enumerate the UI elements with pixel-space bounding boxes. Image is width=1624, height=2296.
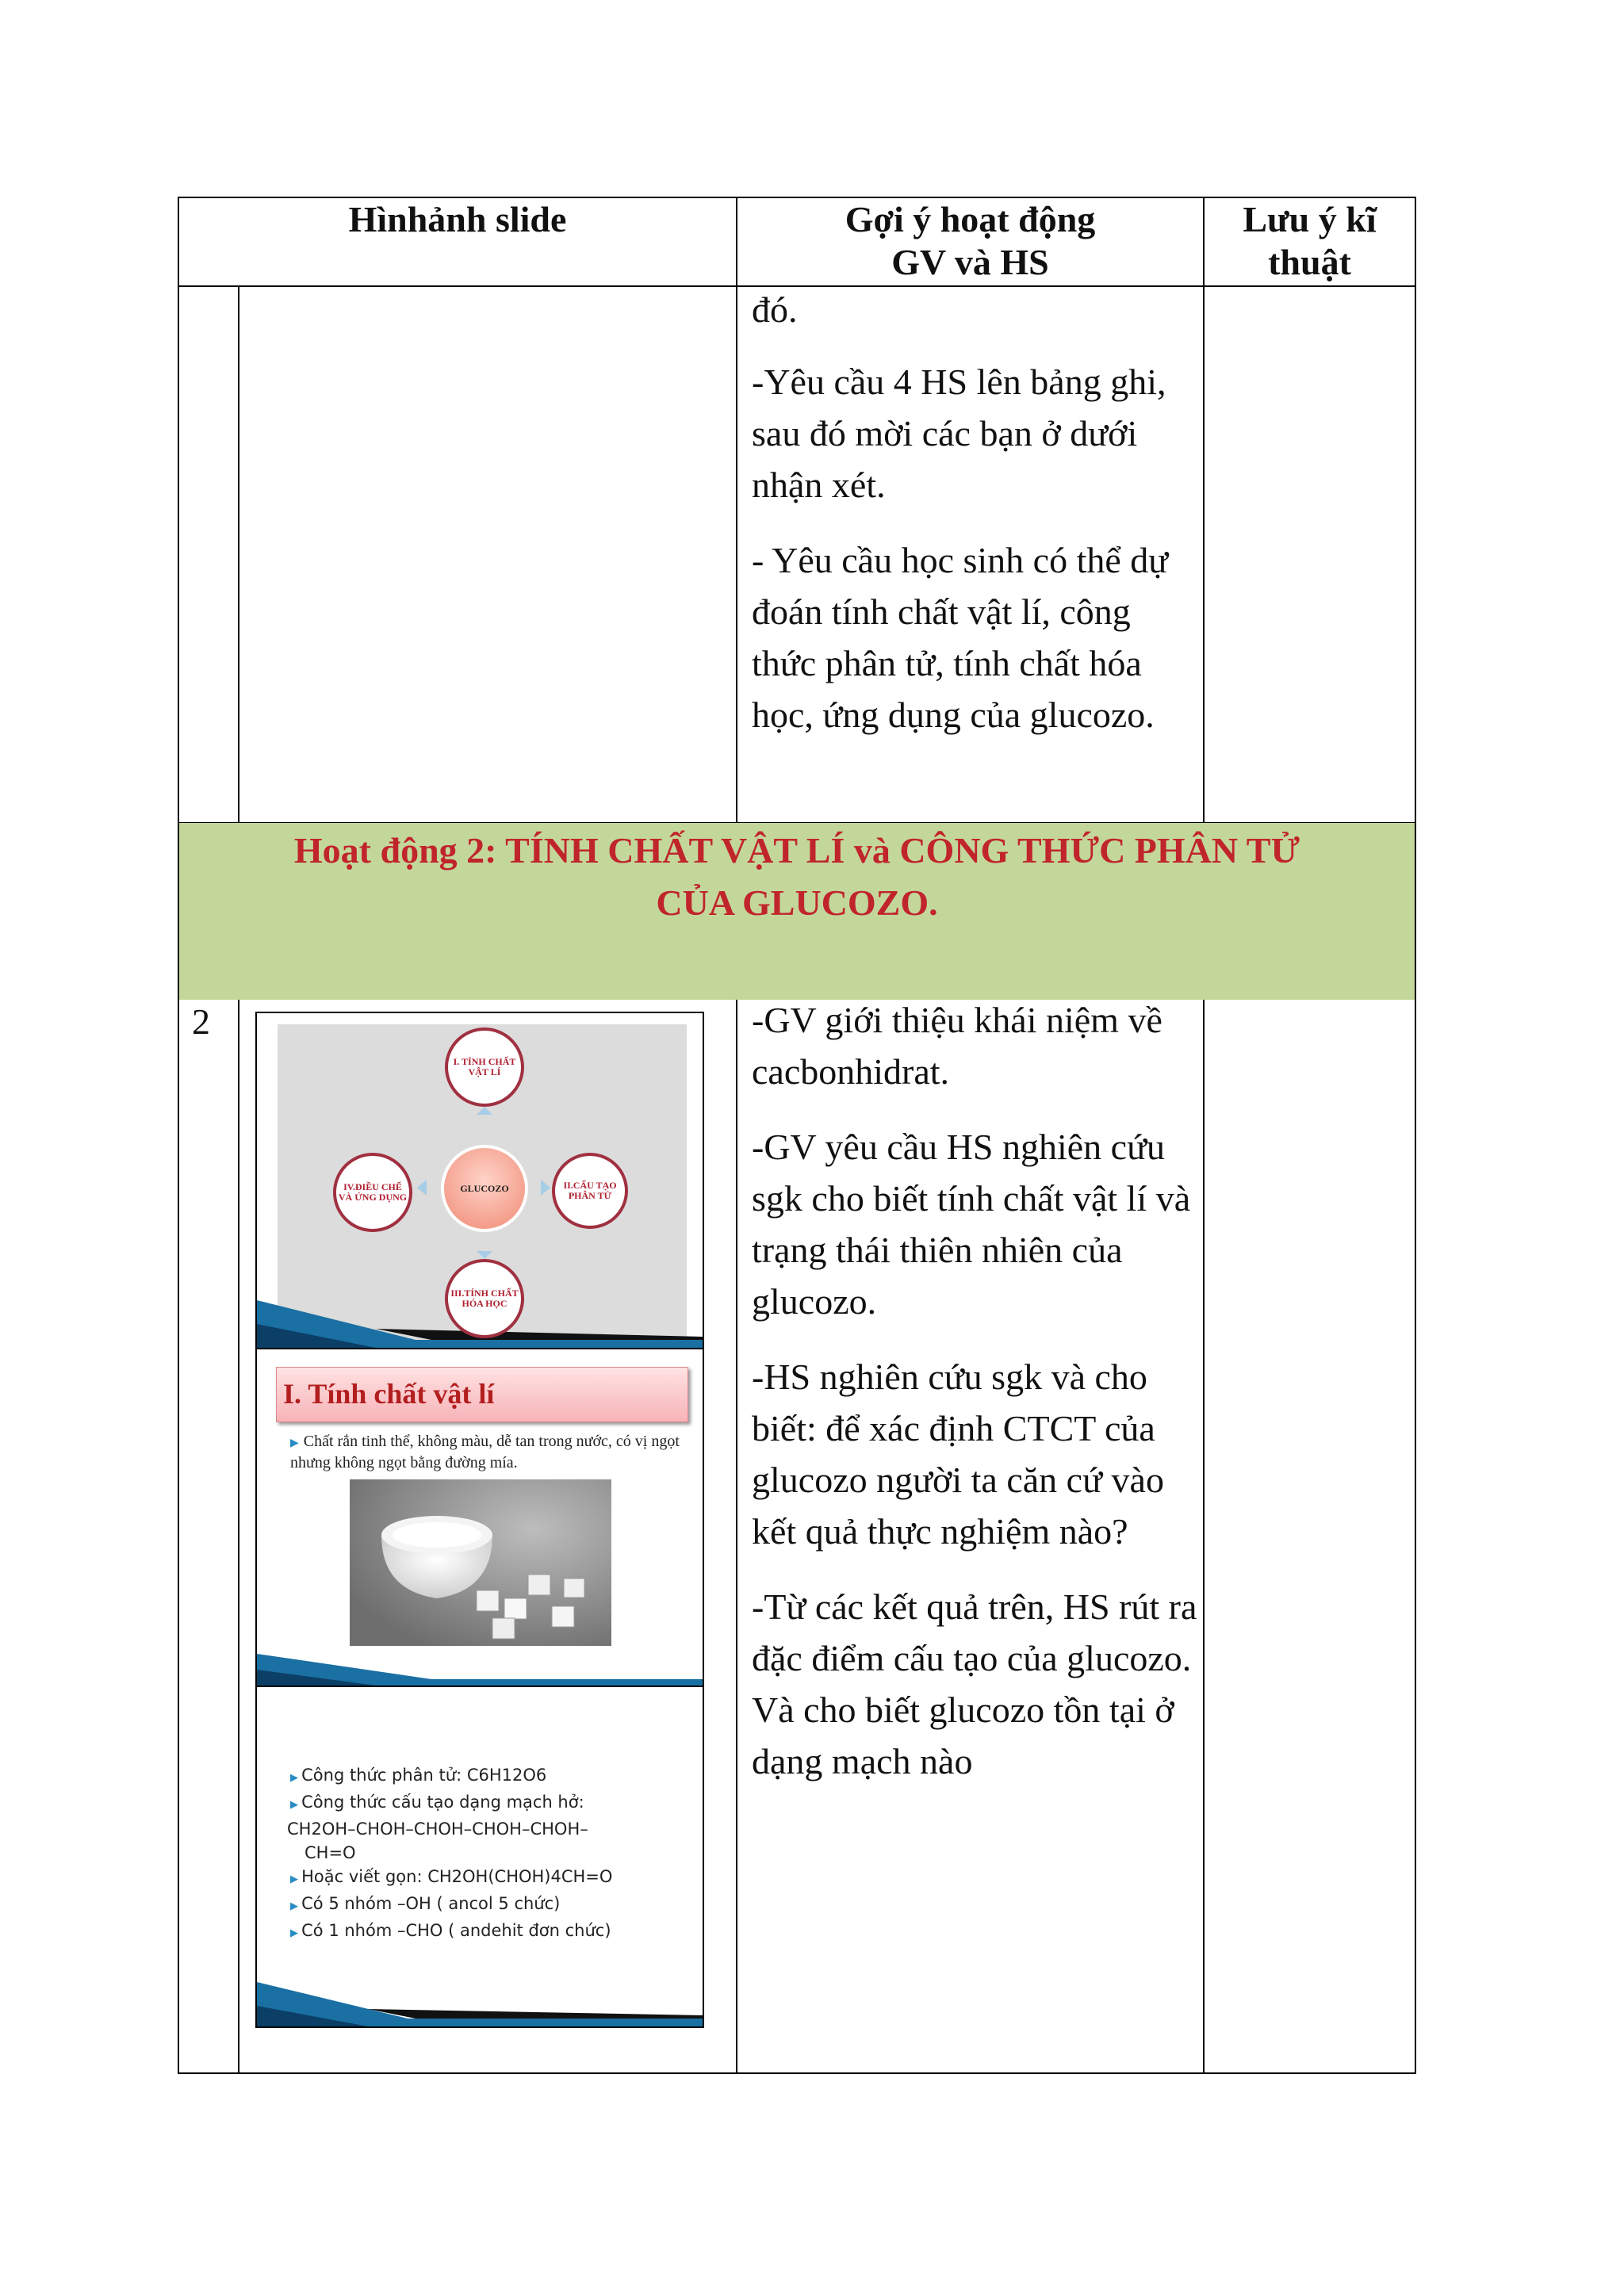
slide-2-bullet-text: Chất rắn tinh thể, không màu, dễ tan trong nước, có vị ngọt nhưng không ngọt bằng đường mía. (290, 1433, 680, 1471)
header-activity-line2: GV và HS (891, 242, 1049, 282)
slide-3-bullet-text: Hoặc viết gọn: CH2OH(CHOH)4CH=O (301, 1867, 613, 1886)
header-activity (737, 198, 1203, 284)
slide-1-mindmap (257, 1013, 703, 1349)
slide-3-bullet (290, 1892, 687, 1919)
activity-paragraph: -GV giới thiệu khái niệm về cacbonhidrat. (752, 1000, 1162, 1092)
mindmap-node-top: I. TÍNH CHẤT VẬT LÍ (445, 1027, 524, 1107)
slide-2-bullet (290, 1432, 687, 1472)
activity-paragraph: - Yêu cầu học sinh có thể dự đoán tính chất vật lí, công thức phân tử, tính chất hóa học, ứng dụng của glucozo. (752, 540, 1169, 735)
slide-3-bullet-text: Công thức phân tử: C6H12O6 (301, 1766, 547, 1785)
section-banner-title (179, 825, 1415, 929)
slide-3-bullet-text: Có 1 nhóm –CHO ( andehit đơn chức) (301, 1921, 611, 1940)
slide-3-bullet (290, 1865, 687, 1892)
activity-paragraph: đó. (752, 289, 798, 330)
col-divider-slide-row2 (736, 1000, 737, 2074)
section-banner (178, 823, 1416, 1000)
col-divider-slide (736, 197, 737, 823)
slide-3-formula-line2: CH=O (304, 1843, 356, 1862)
row-number: 2 (192, 1001, 210, 1042)
slide-3-formula (257, 1687, 703, 2026)
slide-3-bottom-swoosh (257, 1971, 703, 2026)
continued-row-activity (752, 284, 1196, 764)
slide-2-physical-properties (257, 1349, 703, 1687)
slide-2-title-box (276, 1367, 688, 1422)
slide-2-bottom-swoosh (257, 1638, 703, 1686)
col-divider-notes (1203, 197, 1205, 823)
slide-3-formula-line1: CH2OH–CHOH–CHOH–CHOH–CHOH– (287, 1820, 588, 1839)
sugar-photo (350, 1479, 611, 1646)
slide-3-bullets (287, 1763, 687, 1946)
bullet-icon: ▶ (290, 1437, 299, 1449)
bullet-icon: ▶ (290, 1772, 302, 1784)
header-slide-image-text: Hìnhảnh slide (348, 199, 567, 239)
header-notes-line2: thuật (1268, 242, 1351, 282)
mindmap-node-center: GLUCOZO (441, 1145, 528, 1232)
col-divider-notes-row2 (1203, 1000, 1205, 2074)
activity-paragraph: -GV yêu cầu HS nghiên cứu sgk cho biết tính chất vật lí và trạng thái thiên nhiên của glucozo. (752, 1127, 1191, 1322)
activity-paragraph: -Yêu cầu 4 HS lên bảng ghi, sau đó mời các bạn ở dưới nhận xét. (752, 362, 1166, 505)
header-notes-line1: Lưu ý kĩ (1243, 199, 1377, 239)
slide-2-title: I. Tính chất vật lí (283, 1378, 495, 1410)
slide-3-bullet-text: Có 5 nhóm –OH ( ancol 5 chức) (301, 1894, 561, 1913)
section-banner-line2: CỦA GLUCOZO. (656, 882, 938, 923)
mindmap-node-bottom: III.TÍNH CHẤT HÓA HỌC (445, 1259, 524, 1338)
header-activity-line1: Gợi ý hoạt động (845, 199, 1096, 239)
activity-paragraph: -HS nghiên cứu sgk và cho biết: để xác định CTCT của glucozo người ta căn cứ vào kết quả thực nghiệm nào? (752, 1357, 1164, 1552)
bullet-icon: ▶ (290, 1927, 302, 1939)
activity-paragraph: -Từ các kết quả trên, HS rút ra đặc điểm cấu tạo của glucozo. Và cho biết glucozo tồn tại ở dạng mạch nào (752, 1586, 1197, 1781)
slide-3-bullet (290, 1790, 687, 1817)
slide-3-bullet (290, 1919, 687, 1946)
section-banner-line1: Hoạt động 2: TÍNH CHẤT VẬT LÍ và CÔNG THỨC PHÂN TỬ (293, 830, 1300, 871)
col-divider-number-row2 (238, 1000, 239, 2074)
mindmap-node-left: IV.ĐIỀU CHẾ VÀ ỨNG DỤNG (333, 1153, 412, 1232)
slide-3-bullet (290, 1763, 687, 1790)
col-divider-number (238, 287, 239, 823)
header-notes (1205, 198, 1415, 284)
header-slide-image (179, 198, 736, 241)
bullet-icon: ▶ (290, 1799, 302, 1811)
slide-thumbnails (255, 1012, 704, 2028)
mindmap-node-right: II.CẤU TẠO PHÂN TỬ (552, 1153, 628, 1229)
bullet-icon: ▶ (290, 1873, 302, 1885)
bullet-icon: ▶ (290, 1900, 302, 1912)
slide-3-bullet-text: Công thức cấu tạo dạng mạch hở: (301, 1793, 584, 1812)
row2-activity (752, 994, 1200, 1811)
